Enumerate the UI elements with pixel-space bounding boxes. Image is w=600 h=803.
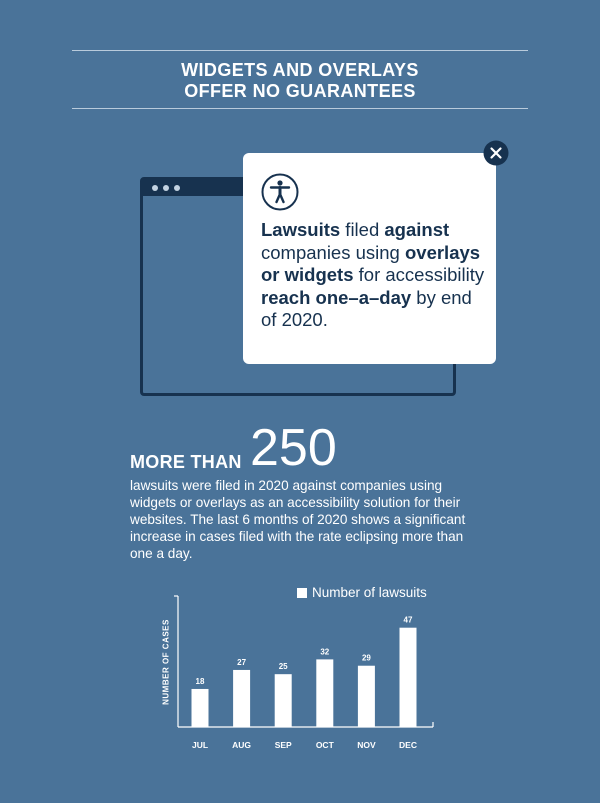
popup-text-part: for accessibility xyxy=(353,264,485,285)
accessibility-icon xyxy=(261,173,299,211)
bar-value-label: 29 xyxy=(361,653,371,663)
bar-aug xyxy=(233,670,250,727)
bar-value-label: 47 xyxy=(403,615,413,625)
stat-description: lawsuits were filed in 2020 against companies using widgets or overlays as an accessibility solution for their websites. The last 6 months of 2020 shows a significant increase in cases filed with the rate eclipsing more than one a day. xyxy=(130,478,466,561)
popup-text-part: Lawsuits xyxy=(261,219,341,240)
y-axis-label: NUMBER OF CASES xyxy=(161,619,171,705)
bar-value-label: 27 xyxy=(237,657,247,667)
x-tick-label: OCT xyxy=(315,740,334,750)
x-tick-label: AUG xyxy=(232,740,252,750)
bar-value-label: 18 xyxy=(195,676,205,686)
browser-title-bar xyxy=(143,180,243,196)
stat-number: 250 xyxy=(250,419,337,477)
page-title xyxy=(72,60,528,102)
bar-nov xyxy=(358,666,375,727)
popup-message xyxy=(261,219,486,332)
bar-jul xyxy=(192,689,209,727)
popup-text-part: one–a–day xyxy=(315,286,412,308)
browser-dot-icon xyxy=(163,185,169,191)
popup-text-part: filed xyxy=(340,219,385,240)
x-tick-label: NOV xyxy=(357,740,376,750)
top-rule xyxy=(72,50,528,51)
legend-swatch xyxy=(297,588,307,598)
bar-sep xyxy=(275,674,292,727)
popup-text-part: against xyxy=(384,219,450,240)
legend-label: Number of lawsuits xyxy=(312,585,427,600)
page-title-line-1: WIDGETS AND OVERLAYS xyxy=(181,60,419,80)
bar-value-label: 25 xyxy=(278,662,288,672)
bottom-rule xyxy=(72,108,528,109)
popup-text-part: by end of 2020. xyxy=(261,286,472,330)
x-tick-label: DEC xyxy=(399,740,417,750)
close-icon[interactable] xyxy=(483,140,509,166)
overlay-popup-card xyxy=(243,153,496,364)
x-tick-label: JUL xyxy=(191,740,209,750)
bar-value-label: 32 xyxy=(320,647,330,657)
bar-oct xyxy=(316,659,333,727)
browser-dot-icon xyxy=(152,185,158,191)
popup-text-part: reach xyxy=(261,286,311,308)
popup-text-part: companies using xyxy=(261,241,405,263)
page-title-line-2: OFFER NO GUARANTEES xyxy=(184,81,416,101)
bar-dec xyxy=(400,628,417,727)
stat-label: MORE THAN xyxy=(130,452,242,472)
chart-legend xyxy=(297,585,427,601)
x-tick-label: SEP xyxy=(274,740,292,750)
popup-text-part: overlays or widgets xyxy=(261,241,481,285)
browser-dot-icon xyxy=(174,185,180,191)
